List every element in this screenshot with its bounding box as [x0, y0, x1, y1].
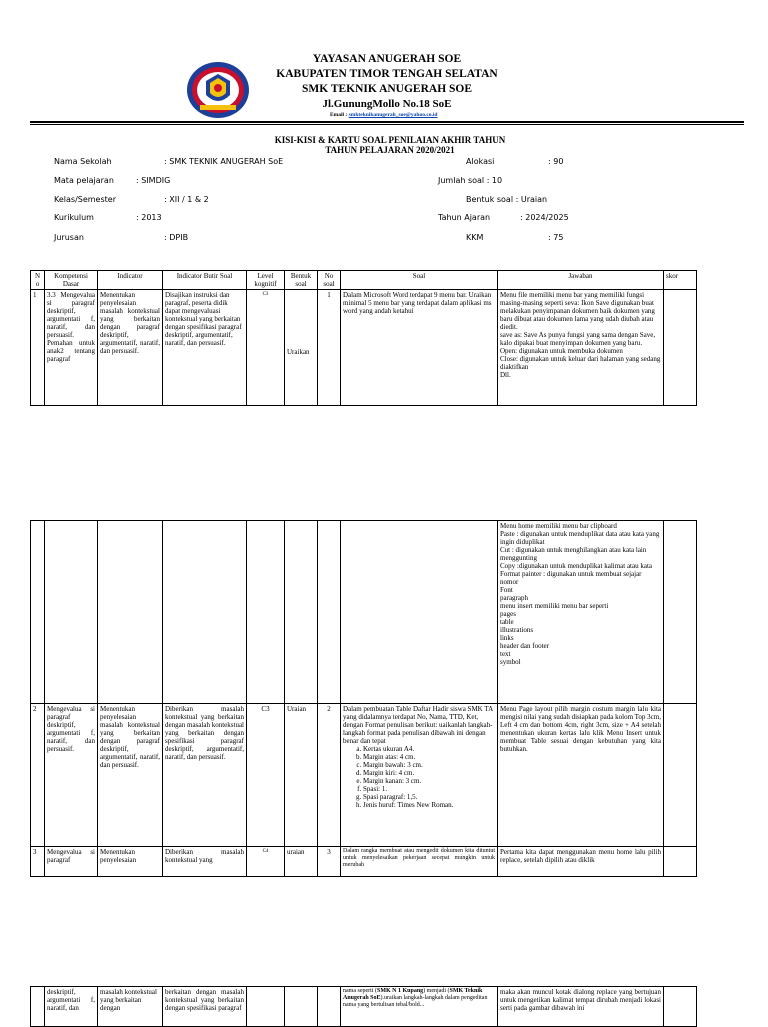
- cell-jawaban: Menu Page layout pilih margin costum margin lalu kita mengisi nilai yang sudah disiapkan pada kolom Top 3cm, Left 4 cm dan bottom 4cm, right 3cm, size + A4 setelah menentukan ukuran kertas lalu klik Menu Insert untuk membuat Table sesuai dengan kebutuhan yang kita butuhkan.: [498, 704, 664, 847]
- jawaban-line: Paste : digunakan untuk menduplikat data atau kata yang ingin diduplikat: [500, 530, 660, 546]
- list-item: f. Spasi: 1.: [363, 785, 495, 793]
- table-header-row: [31, 271, 697, 290]
- kkm-label: KKM: [466, 233, 484, 242]
- cell-indicator-butir: berkaitan dengan masalah kontekstual yang berkaitan dengan spesifikasi paragraf: [163, 987, 247, 1027]
- cell-soal: Dalam rangka membuat atau mengedit dokumen kita dituntut untuk menyelesaikan pekerjaan secepat mungkin untuk merubah: [341, 847, 498, 877]
- list-item: e. Margin kanan: 3 cm.: [363, 777, 495, 785]
- jawaban-line: links: [500, 634, 514, 642]
- cell-level: C4: [247, 847, 285, 877]
- jawaban-line: Dll.: [500, 371, 511, 379]
- tahun-ajaran-label: Tahun Ajaran: [438, 213, 491, 222]
- col-jawaban: Jawaban: [498, 271, 664, 290]
- bentuk-soal: Bentuk soal : Uraian: [466, 195, 548, 204]
- soal-table: [30, 270, 697, 406]
- cell-bentuk: uraian: [285, 847, 318, 877]
- cell-indicator-butir: Diberikan masalah kontekstual yang: [163, 847, 247, 877]
- jawaban-line: symbol: [500, 658, 521, 666]
- col-soal: Soal: [341, 271, 498, 290]
- soal-intro: Dalam pembuatan Table Daftar Hadir siswa SMK TA yang didalamnya terdapat No, Nama, TTD, Ket, dengan Format penulisan berikut: uaikanlah langkah-langkah format pada penulisan dibawah ini dengan benar dan tepat: [343, 705, 493, 745]
- cell-jawaban: [498, 521, 664, 704]
- jawaban-line: Format painter : digunakan untuk membuat sejajar nomor: [500, 570, 642, 586]
- col-no: N o: [31, 271, 45, 290]
- soal-text: ).uraikan langkah-langkah dalam pengeditan nama yang bertulisan tebal/bold...: [343, 995, 488, 1008]
- jawaban-line: Open: digunakan untuk membuka dokumen: [500, 347, 623, 355]
- table-row: [31, 987, 697, 1027]
- col-no-soal: No soal: [318, 271, 341, 290]
- cell-kd: 3.3 Mengevalua si paragraf deskriptif, argumentati f, naratif, dan persuasif. Pemahan untuk anak2 tentang paragraf: [45, 290, 98, 406]
- jawaban-line: table: [500, 618, 514, 626]
- jawaban-line: Menu home memiliki menu bar clipboard: [500, 522, 617, 530]
- cell-no: 3: [31, 847, 45, 877]
- list-item: b. Margin atas: 4 cm.: [363, 753, 495, 761]
- cell-kd: Mengevalua si paragraf: [45, 847, 98, 877]
- jawaban-line: header dan footer: [500, 642, 549, 650]
- soal-table-continued: [30, 520, 697, 877]
- cell-bentuk: Uraian: [285, 704, 318, 847]
- nama-sekolah-label: Nama Sekolah: [54, 157, 112, 166]
- cell-soal: [341, 987, 498, 1027]
- jawaban-line: Cut : digunakan untuk menghilangkan atau kata lain menggunting: [500, 546, 647, 562]
- email-label: Email :: [330, 112, 348, 118]
- header-address: Jl.GunungMollo No.18 SoE: [322, 98, 452, 110]
- soal-format-list: [343, 745, 495, 809]
- cell-indicator-butir: Diberikan masalah kontekstual yang berkaitan dengan masalah kontekstual yang berkaitan dengan spesifikasi paragraf deskriptif, argumentatif, naratif, dan persuasif.: [163, 704, 247, 847]
- col-indicator: Indicator: [98, 271, 163, 290]
- doc-title: KISI-KISI & KARTU SOAL PENILAIAN AKHIR TAHUN: [274, 135, 506, 145]
- cell-soal: Dalam Microsoft Word terdapat 9 menu bar. Uraikan minimal 5 menu bar yang terdapat dalam aplikasi ms word yang andah ketahui: [341, 290, 498, 406]
- kurikulum-value: : 2013: [136, 213, 162, 222]
- email-link[interactable]: smkteknikanugerah_soe@yahoo.co.id: [348, 112, 438, 118]
- table-row: [31, 290, 697, 406]
- cell-jawaban: Pertama kita dapat menggunakan menu home lalu pilih replace, setelah dipilih atau diklik: [498, 847, 664, 877]
- cell-no: 2: [31, 704, 45, 847]
- col-indicator-butir: Indicator Butir Soal: [163, 271, 247, 290]
- cell-soal: [341, 704, 498, 847]
- kkm-value: : 75: [548, 233, 564, 242]
- jawaban-line: Copy :digunakan untuk menduplikat kalimat atau kata: [500, 562, 653, 570]
- soal-text: nama seperti (: [343, 988, 377, 994]
- jawaban-line: illustrations: [500, 626, 534, 634]
- nama-sekolah-value: : SMK TEKNIK ANUGERAH SoE: [164, 157, 284, 166]
- cell-level: C3: [247, 290, 285, 406]
- header-school: SMK TEKNIK ANUGERAH SOE: [301, 83, 473, 95]
- cell-indicator-butir: Disajikan instruksi dan paragraf, peserta didik dapat mengevaluasi kontekstual yang berkaitan dengan spesifikasi paragraf deskriptif, argumentatif, naratif, dan persuasif.: [163, 290, 247, 406]
- jawaban-line: pages: [500, 610, 516, 618]
- jawaban-line: Close: digunakan untuk keluar dari halaman yang sedang diaktifkan: [500, 355, 661, 371]
- mapel-label: Mata pelajaran: [54, 176, 114, 185]
- list-item: d. Margin kiri: 4 cm.: [363, 769, 495, 777]
- cell-skor: [664, 290, 697, 406]
- header-regency: KABUPATEN TIMOR TENGAH SELATAN: [276, 68, 498, 80]
- list-item: c. Margin bawah: 3 cm.: [363, 761, 495, 769]
- cell-indicator: Menentukan penyelesaian masalah kontekstual yang berkaitan dengan paragraf deskriptif, argumentatif, naratif, dan persuasif.: [98, 290, 163, 406]
- cell-no-soal: 1: [318, 290, 341, 406]
- cell-indicator: Menentukan penyelesaian masalah kontekstual yang berkaitan dengan paragraf deskriptif, argumentatif, naratif, dan persuasif.: [98, 704, 163, 847]
- alokasi-label: Alokasi: [466, 157, 495, 166]
- jawaban-line: menu insert memiliki menu bar seperti: [500, 602, 609, 610]
- school-logo: [186, 61, 250, 119]
- soal-bold-old: SMK N 1 Kupang: [376, 988, 424, 994]
- list-item: g. Spasi paragraf: 1,5.: [363, 793, 495, 801]
- jawaban-line: text: [500, 650, 511, 658]
- cell-no: 1: [31, 290, 45, 406]
- cell-kd: deskriptif, argumentati f, naratif, dan: [45, 987, 98, 1027]
- list-item: h. Jenis huruf: Times New Roman.: [363, 801, 495, 809]
- cell-jawaban: [498, 290, 664, 406]
- cell-no-soal: 2: [318, 704, 341, 847]
- cell-level: C3: [247, 704, 285, 847]
- tahun-ajaran-value: : 2024/2025: [520, 213, 569, 222]
- jurusan-label: Jurusan: [54, 233, 84, 242]
- cell-skor: [664, 704, 697, 847]
- jawaban-line: paragraph: [500, 594, 528, 602]
- table-row: [31, 704, 697, 847]
- kelas-value: : XII / 1 & 2: [164, 195, 209, 204]
- header-divider: [30, 121, 744, 125]
- col-skor: skor: [664, 271, 697, 290]
- soal-bold-new: SMK Teknik Anugerah SoE: [343, 988, 483, 1001]
- col-kd: Kompetensi Dasar: [45, 271, 98, 290]
- alokasi-value: : 90: [548, 157, 564, 166]
- header-email: [330, 112, 438, 118]
- cell-bentuk: Uraikan: [285, 290, 318, 406]
- cell-skor: [664, 847, 697, 877]
- jawaban-line: save as: Save As punya fungsi yang sama dengan Save, kalo dipakai buat menyimpan dokumen yang baru.: [500, 331, 656, 347]
- cell-indicator: Menentukan penyelesaian: [98, 847, 163, 877]
- kelas-label: Kelas/Semester: [54, 195, 116, 204]
- cell-no-soal: 3: [318, 847, 341, 877]
- list-item: a. Kertas ukuran A4.: [363, 745, 495, 753]
- col-level: Level kognitif: [247, 271, 285, 290]
- header-org: YAYASAN ANUGERAH SOE: [312, 53, 462, 65]
- mapel-value: : SIMDIG: [136, 176, 171, 185]
- soal-table-continued-2: [30, 986, 697, 1027]
- cell-kd: Mengevalua si paragraf deskriptif, argumentati f, naratif, dan persuasif.: [45, 704, 98, 847]
- cell-jawaban: maka akan muncul kotak dialong replace yang bertujuan untuk mengetikan kalimat tempat dirubah menjadi lokasi serti pada gambar dibawah ini: [498, 987, 664, 1027]
- doc-subtitle: TAHUN PELAJARAN 2020/2021: [325, 145, 455, 155]
- soal-text: ) menjadi (: [423, 988, 450, 994]
- jawaban-line: Font: [500, 586, 513, 594]
- kurikulum-label: Kurikulum: [54, 213, 94, 222]
- jumlah-soal: Jumlah soal : 10: [438, 176, 503, 185]
- table-row: [31, 847, 697, 877]
- col-bentuk: Bentuk soal: [285, 271, 318, 290]
- cell-indicator: masalah kontekstual yang berkaitan dengan: [98, 987, 163, 1027]
- jawaban-line: Menu file memiliki menu bar yang memiliki fungsi masing-masing seperti seva: Ikon Save digunakan buat melakukan penyimpanan dokumen baik dokumen yang baru dibuat atau dokumen lama yang udah diubah atau diedit.: [500, 291, 655, 331]
- jurusan-value: : DPIB: [164, 233, 189, 242]
- table-row: [31, 521, 697, 704]
